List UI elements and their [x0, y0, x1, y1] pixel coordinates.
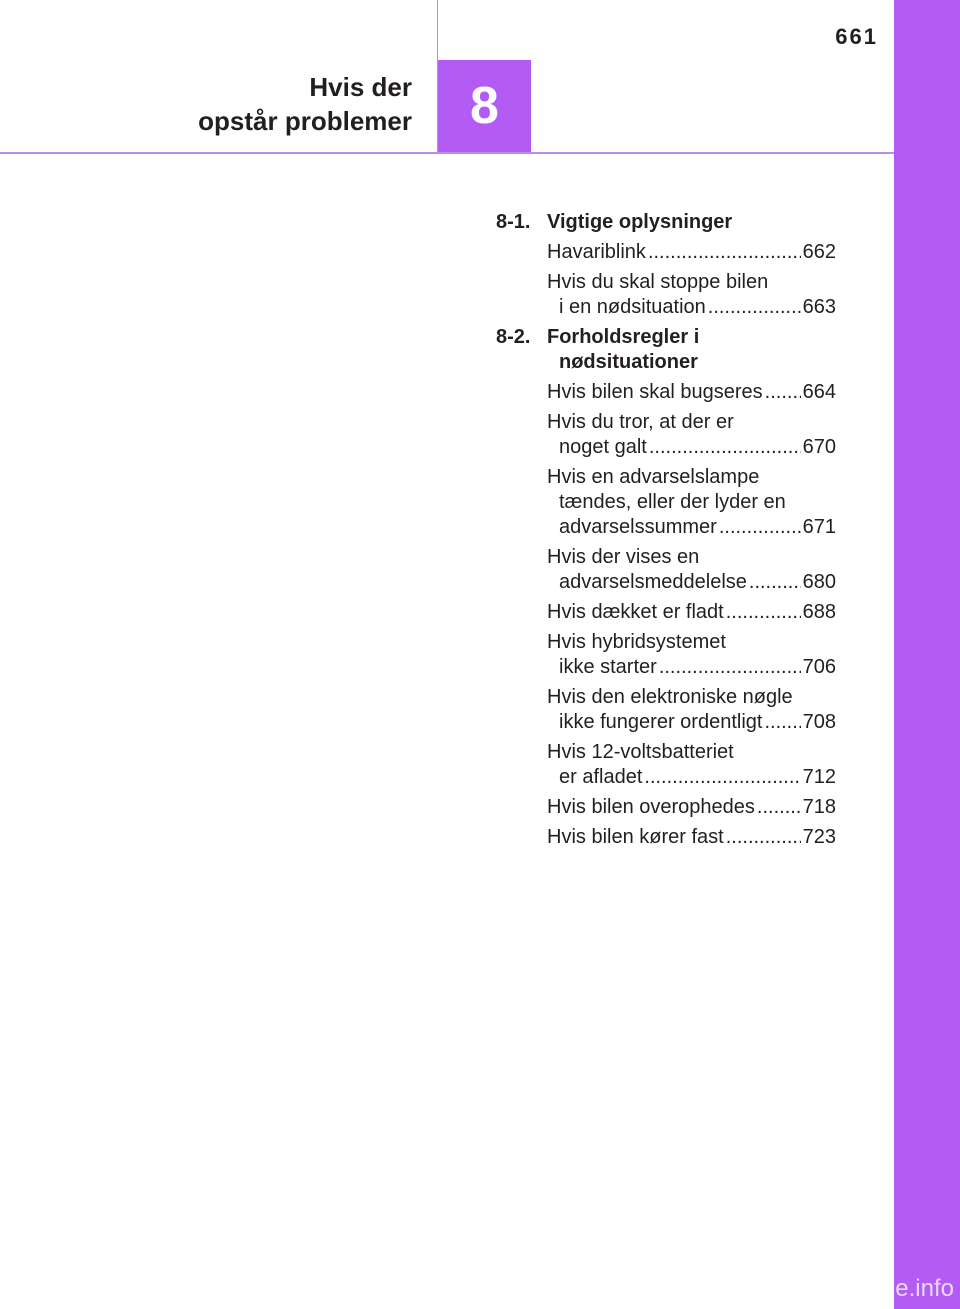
- toc-entry[interactable]: [547, 380, 836, 405]
- toc-entry-line: Hvis 12-voltsbatteriet: [547, 741, 734, 763]
- chapter-title: [198, 70, 412, 138]
- toc-entry[interactable]: [547, 600, 836, 625]
- dot-leader: [764, 710, 800, 735]
- toc-entry-row: [547, 765, 836, 790]
- section-title-line: Vigtige oplysninger: [547, 211, 733, 233]
- dot-leader: [644, 765, 800, 790]
- chapter-number-badge: 8: [438, 60, 531, 152]
- dot-leader: [648, 240, 801, 265]
- toc-entry[interactable]: [547, 795, 836, 820]
- toc-entry-page: 671: [802, 516, 836, 538]
- dot-leader: [649, 435, 801, 460]
- toc-entry[interactable]: [547, 685, 836, 735]
- chapter-title-line-2: opstår problemer: [198, 106, 412, 136]
- section-heading: [496, 325, 836, 375]
- header-divider: [0, 152, 894, 154]
- page-number: 661: [835, 24, 878, 49]
- toc-entry-line: Hvis der vises en: [547, 546, 700, 568]
- toc-entry-title: advarselsmeddelelse: [559, 571, 747, 593]
- section-title-line: Forholdsregler i: [547, 326, 700, 348]
- toc-entry-row: [547, 295, 836, 320]
- section-number: 8-2.: [496, 326, 531, 348]
- toc-entry-row: [547, 655, 836, 680]
- toc-entry-page: 688: [802, 601, 836, 623]
- dot-leader: [719, 515, 801, 540]
- chapter-side-tab: [894, 0, 960, 1309]
- toc-entry-page: 663: [802, 296, 836, 318]
- dot-leader: [726, 825, 801, 850]
- table-of-contents: [496, 210, 836, 855]
- toc-entry-page: 706: [802, 656, 836, 678]
- toc-entry-page: 664: [802, 381, 836, 403]
- toc-entry-line: Hvis en advarselslampe: [547, 466, 760, 488]
- toc-entry-row: [547, 240, 836, 265]
- toc-entry[interactable]: [547, 545, 836, 595]
- toc-entry[interactable]: [547, 410, 836, 460]
- toc-entry-title: ikke fungerer ordentligt: [559, 711, 763, 733]
- watermark: carmanualsonline.info: [720, 1275, 954, 1302]
- dot-leader: [708, 295, 801, 320]
- toc-entry-title: Hvis bilen kører fast: [547, 826, 724, 848]
- toc-entry-row: [547, 795, 836, 820]
- toc-entry-page: 712: [802, 766, 836, 788]
- dot-leader: [749, 570, 801, 595]
- toc-entry-row: [547, 825, 836, 850]
- toc-entry[interactable]: [547, 270, 836, 320]
- toc-entry-title: er afladet: [559, 766, 643, 788]
- toc-entry-row: [547, 380, 836, 405]
- toc-entry[interactable]: [547, 740, 836, 790]
- toc-entry[interactable]: [547, 240, 836, 265]
- toc-entry-line: tændes, eller der lyder en: [559, 491, 786, 513]
- toc-entry-row: [547, 710, 836, 735]
- toc-entry-row: [547, 435, 836, 460]
- dot-leader: [726, 600, 801, 625]
- toc-entry-page: 680: [802, 571, 836, 593]
- dot-leader: [757, 795, 801, 820]
- toc-entry-line: Hvis du skal stoppe bilen: [547, 271, 769, 293]
- dot-leader: [659, 655, 801, 680]
- toc-entry-title: i en nødsituation: [559, 296, 706, 318]
- section-title: [547, 210, 732, 235]
- toc-entry-row: [547, 570, 836, 595]
- toc-entry-page: 670: [802, 436, 836, 458]
- chapter-title-line-1: Hvis der: [309, 72, 412, 102]
- toc-entry-title: Havariblink: [547, 241, 646, 263]
- toc-entry-title: Hvis dækket er fladt: [547, 601, 724, 623]
- toc-entry-title: Hvis bilen skal bugseres: [547, 381, 763, 403]
- section-number: 8-1.: [496, 211, 531, 233]
- toc-entry[interactable]: [547, 825, 836, 850]
- dot-leader: [765, 380, 801, 405]
- toc-entry-row: [547, 515, 836, 540]
- toc-entry-page: 723: [802, 826, 836, 848]
- toc-entry-page: 718: [802, 796, 836, 818]
- toc-entry[interactable]: [547, 465, 836, 540]
- toc-entry-line: Hvis den elektroniske nøgle: [547, 686, 793, 708]
- section-heading: [496, 210, 836, 235]
- toc-entry-title: noget galt: [559, 436, 647, 458]
- toc-entry-row: [547, 600, 836, 625]
- section-title-line: nødsituationer: [559, 351, 698, 373]
- toc-entry-title: ikke starter: [559, 656, 657, 678]
- toc-entry[interactable]: [547, 630, 836, 680]
- toc-entry-title: advarselssummer: [559, 516, 717, 538]
- toc-entry-title: Hvis bilen overophedes: [547, 796, 755, 818]
- toc-entry-line: Hvis du tror, at der er: [547, 411, 734, 433]
- section-title: [547, 325, 699, 375]
- toc-entry-page: 662: [802, 241, 836, 263]
- toc-entry-line: Hvis hybridsystemet: [547, 631, 726, 653]
- toc-entry-page: 708: [802, 711, 836, 733]
